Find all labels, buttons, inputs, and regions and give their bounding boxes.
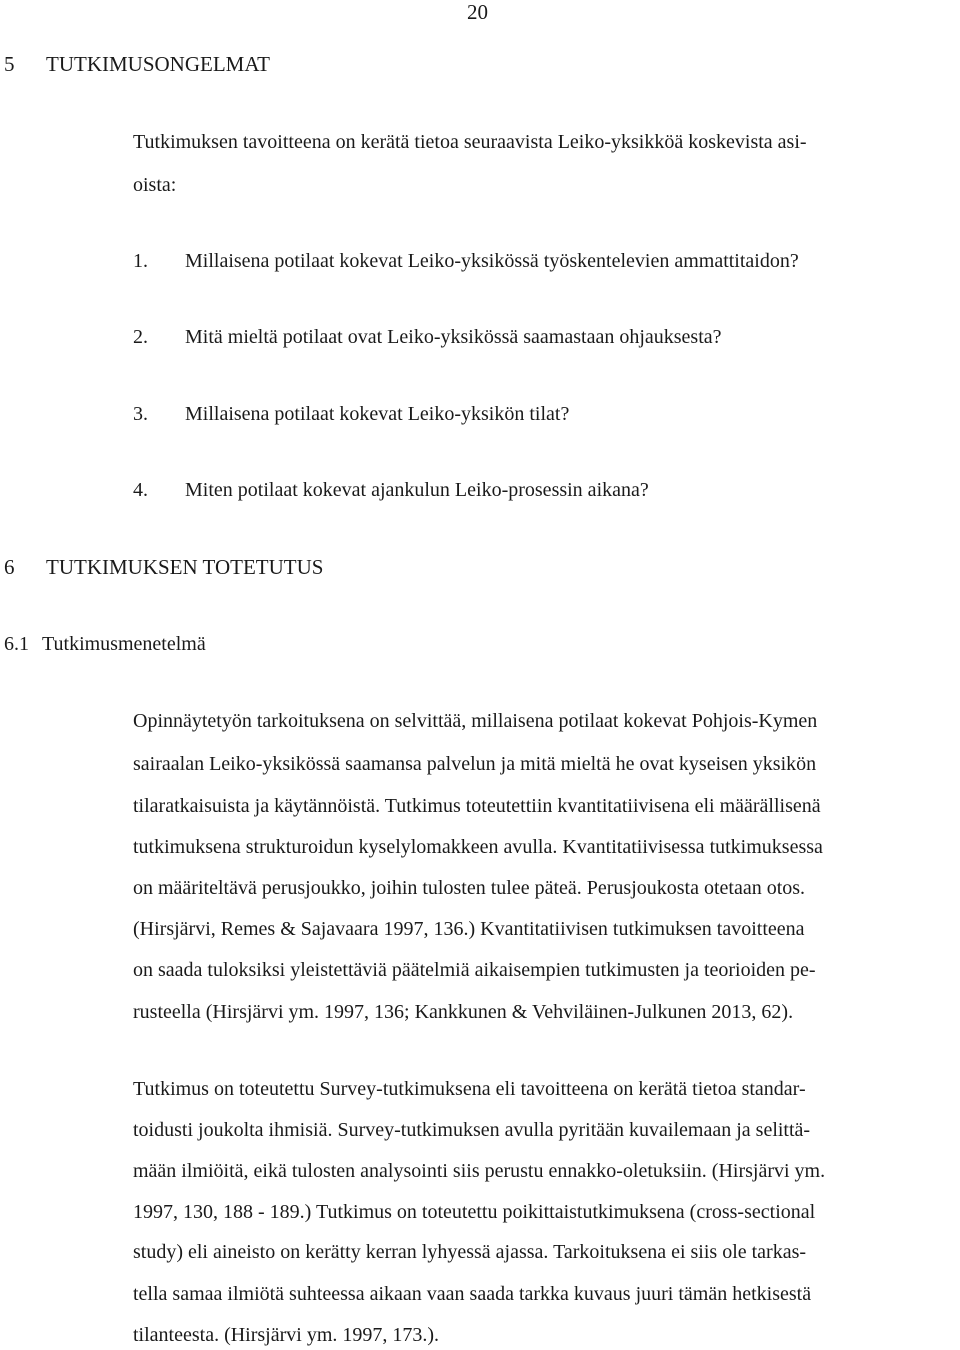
paragraph2-line: mään ilmiöitä, eikä tulosten analysointi siis perustu ennakko-oletuksiin. (Hirsjärvi ym.	[133, 1160, 826, 1182]
question-item	[133, 326, 722, 349]
paragraph1-line: tilaratkaisuista ja käytännöistä. Tutkimus toteutettiin kvantitatiivisena eli määrällisenä	[133, 795, 821, 817]
paragraph1-line: Opinnäytetyön tarkoituksena on selvittää, millaisena potilaat kokevat Pohjois-Kymen	[133, 710, 818, 732]
section-heading-5	[4, 52, 270, 77]
paragraph1-line: rusteella (Hirsjärvi ym. 1997, 136; Kankkunen & Vehviläinen-Julkunen 2013, 62).	[133, 1001, 794, 1023]
question-item	[133, 479, 649, 502]
question-number: 4.	[133, 479, 148, 501]
question-text: Mitä mieltä potilaat ovat Leiko-yksikössä saamastaan ohjauksesta?	[185, 326, 722, 348]
subsection-title: Tutkimusmenetelmä	[42, 633, 206, 655]
paragraph2-line: toidusti joukolta ihmisiä. Survey-tutkimuksen avulla pyritään kuvailemaan ja selittä-	[133, 1119, 811, 1141]
question-number: 3.	[133, 403, 148, 425]
question-item	[133, 250, 799, 273]
paragraph1-line: on saada tuloksiksi yleistettäviä päätelmiä aikaisempien tutkimusten ja teorioiden pe-	[133, 959, 816, 981]
question-text: Millaisena potilaat kokevat Leiko-yksikössä työskentelevien ammattitaidon?	[185, 250, 799, 272]
question-text: Millaisena potilaat kokevat Leiko-yksikön tilat?	[185, 403, 570, 425]
paragraph1-line: on määriteltävä perusjoukko, joihin tulosten tulee päteä. Perusjoukosta otetaan otos.	[133, 877, 806, 899]
paragraph2-line: tilanteesta. (Hirsjärvi ym. 1997, 173.).	[133, 1324, 440, 1346]
section-number: 6	[4, 555, 15, 579]
subsection-number: 6.1	[4, 633, 29, 655]
intro-line: Tutkimuksen tavoitteena on kerätä tietoa seuraavista Leiko-yksikköä koskevista asi-	[133, 131, 807, 153]
subsection-heading-6-1	[4, 633, 206, 656]
question-text: Miten potilaat kokevat ajankulun Leiko-prosessin aikana?	[185, 479, 649, 501]
question-number: 1.	[133, 250, 148, 272]
paragraph2-line: 1997, 130, 188 - 189.) Tutkimus on toteutettu poikittaistutkimuksena (cross-sectional	[133, 1201, 816, 1223]
paragraph2-line: tella samaa ilmiötä suhteessa aikaan vaan saada tarkka kuvaus juuri tämän hetkisestä	[133, 1283, 812, 1305]
question-item	[133, 403, 569, 426]
section-title: TUTKIMUKSEN TOTETUTUS	[46, 555, 324, 579]
paragraph1-line: tutkimuksena strukturoidun kyselylomakkeen avulla. Kvantitatiivisessa tutkimuksessa	[133, 836, 823, 858]
section-heading-6	[4, 555, 323, 580]
intro-line: oista:	[133, 174, 177, 196]
question-number: 2.	[133, 326, 148, 348]
page-number: 20	[467, 0, 488, 24]
paragraph2-line: Tutkimus on toteutettu Survey-tutkimuksena eli tavoitteena on kerätä tietoa standar-	[133, 1078, 806, 1100]
paragraph1-line: (Hirsjärvi, Remes & Sajavaara 1997, 136.) Kvantitatiivisen tutkimuksen tavoitteena	[133, 918, 805, 940]
paragraph1-line: sairaalan Leiko-yksikössä saamansa palvelun ja mitä mieltä he ovat kyseisen yksikön	[133, 753, 817, 775]
paragraph2-line: study) eli aineisto on kerätty kerran lyhyessä ajassa. Tarkoituksena ei siis ole tarkas-	[133, 1241, 807, 1263]
section-title: TUTKIMUSONGELMAT	[46, 52, 270, 76]
section-number: 5	[4, 52, 15, 76]
